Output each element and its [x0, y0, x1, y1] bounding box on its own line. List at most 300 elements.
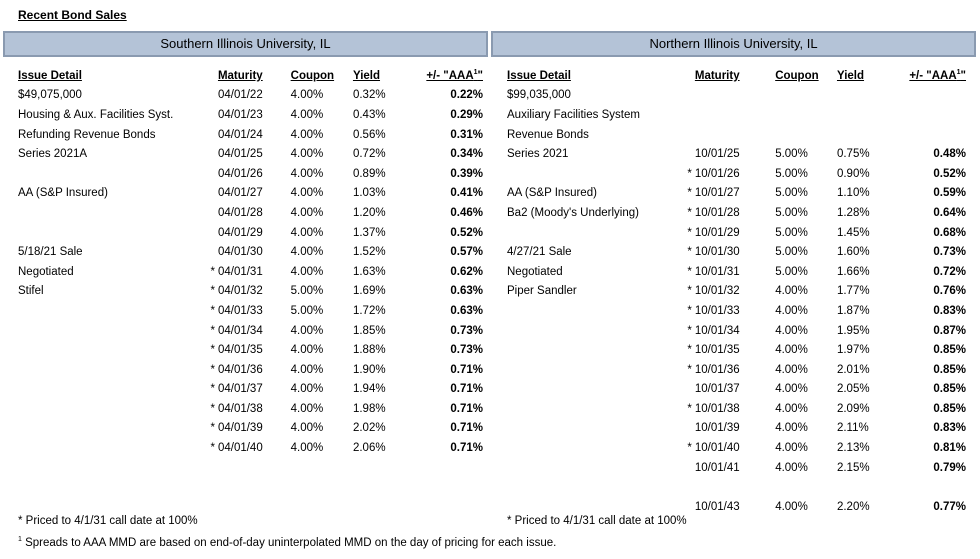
- coupon-cell: 4.00%: [775, 383, 808, 396]
- coupon-cell: 4.00%: [775, 442, 808, 455]
- table-row: [491, 242, 976, 262]
- issue-detail-cell: Refunding Revenue Bonds: [18, 128, 156, 141]
- col-coupon: Coupon: [775, 69, 819, 82]
- coupon-cell: 4.00%: [290, 89, 324, 102]
- maturity-cell: 04/01/27: [217, 187, 263, 200]
- issue-detail-cell: 5/18/21 Sale: [18, 246, 83, 259]
- coupon-cell: 4.00%: [290, 324, 324, 337]
- spread-cell: 0.63%: [450, 304, 483, 317]
- coupon-cell: 4.00%: [775, 461, 808, 474]
- call-marker-cell: [677, 105, 695, 125]
- maturity-cell: 04/01/22: [217, 89, 263, 102]
- table-row: [491, 497, 976, 517]
- yield-cell: 1.85%: [352, 324, 386, 337]
- call-marker-cell: *: [687, 363, 692, 376]
- issue-detail-cell: [3, 321, 200, 341]
- issue-detail-cell: Series 2021A: [18, 148, 88, 161]
- table-row: [3, 340, 488, 360]
- table-row: [3, 282, 488, 302]
- issue-detail-cell: Piper Sandler: [507, 285, 577, 298]
- issue-detail-cell: [491, 380, 677, 400]
- table-row: [3, 223, 488, 243]
- coupon-cell: 4.00%: [775, 285, 808, 298]
- bond-table: [491, 66, 976, 517]
- col-maturity: Maturity: [217, 69, 263, 82]
- call-marker-cell: [677, 125, 695, 145]
- yield-cell: 0.90%: [836, 167, 870, 180]
- spread-cell: 0.71%: [450, 402, 483, 415]
- coupon-cell: 5.00%: [775, 265, 808, 278]
- call-marker-cell: *: [687, 187, 692, 200]
- call-marker-cell: [200, 164, 218, 184]
- coupon-cell: 4.00%: [775, 402, 808, 415]
- call-marker-cell: *: [210, 402, 215, 415]
- table-row: [3, 321, 488, 341]
- spread-cell: [894, 125, 976, 145]
- col-maturity: Maturity: [694, 69, 740, 82]
- table-row: [491, 321, 976, 341]
- yield-cell: 2.05%: [836, 383, 870, 396]
- table-row: [3, 360, 488, 380]
- maturity-cell: 10/01/41: [694, 461, 740, 474]
- issue-detail-cell: Stifel: [18, 285, 44, 298]
- maturity-cell: [695, 105, 775, 125]
- coupon-cell: 5.00%: [775, 148, 808, 161]
- call-marker-cell: *: [210, 442, 215, 455]
- table-header-row: [491, 66, 976, 86]
- panel-northern-illinois: [491, 31, 976, 513]
- issue-detail-cell: 4/27/21 Sale: [507, 246, 572, 259]
- coupon-cell: 4.00%: [290, 167, 324, 180]
- call-marker-cell: [677, 380, 695, 400]
- col-spread: +/- "AAA$^1$": [426, 69, 483, 83]
- table-row: [491, 399, 976, 419]
- issuer-header: Southern Illinois University, IL: [3, 31, 488, 57]
- maturity-cell: 04/01/38: [217, 402, 263, 415]
- table-row: [3, 380, 488, 400]
- maturity-cell: 04/01/33: [217, 304, 263, 317]
- spread-cell: 0.83%: [933, 304, 966, 317]
- table-row: [3, 399, 488, 419]
- col-coupon: Coupon: [290, 69, 335, 82]
- spread-cell: 0.71%: [450, 422, 483, 435]
- issue-detail-cell: [3, 419, 200, 439]
- spread-cell: 0.72%: [933, 265, 966, 278]
- maturity-cell: 04/01/28: [217, 206, 263, 219]
- call-marker-cell: [677, 497, 695, 517]
- yield-cell: [837, 86, 894, 106]
- yield-cell: 2.06%: [352, 442, 386, 455]
- call-marker-cell: *: [210, 422, 215, 435]
- table-row: [491, 105, 976, 125]
- issue-detail-cell: [491, 497, 677, 517]
- yield-cell: [837, 105, 894, 125]
- call-marker-cell: [200, 105, 218, 125]
- yield-cell: 0.56%: [352, 128, 386, 141]
- issuer-header: Northern Illinois University, IL: [491, 31, 976, 57]
- spread-cell: [894, 477, 976, 497]
- maturity-cell: 10/01/34: [694, 324, 740, 337]
- maturity-cell: 10/01/30: [694, 246, 740, 259]
- yield-cell: 1.98%: [352, 402, 386, 415]
- coupon-cell: [775, 86, 837, 106]
- spread-cell: 0.68%: [933, 226, 966, 239]
- table-row: [491, 340, 976, 360]
- table-row: [491, 419, 976, 439]
- table-row: [491, 360, 976, 380]
- maturity-cell: 04/01/30: [217, 246, 263, 259]
- spread-cell: 0.48%: [933, 148, 966, 161]
- call-marker-cell: *: [687, 246, 692, 259]
- maturity-cell: 04/01/40: [217, 442, 263, 455]
- spread-cell: 0.85%: [933, 383, 966, 396]
- table-row: [491, 262, 976, 282]
- table-row: [491, 86, 976, 106]
- maturity-cell: 10/01/40: [694, 442, 740, 455]
- table-row: [3, 184, 488, 204]
- coupon-cell: 5.00%: [775, 187, 808, 200]
- call-marker-cell: *: [687, 442, 692, 455]
- table-row: [491, 477, 976, 497]
- call-marker-cell: [677, 144, 695, 164]
- table-row: [3, 242, 488, 262]
- call-marker-cell: *: [687, 402, 692, 415]
- issue-detail-cell: [3, 223, 200, 243]
- call-marker-cell: *: [210, 363, 215, 376]
- call-marker-cell: *: [687, 265, 692, 278]
- coupon-cell: 4.00%: [775, 500, 808, 513]
- maturity-cell: 10/01/31: [694, 265, 740, 278]
- spread-cell: 0.71%: [450, 363, 483, 376]
- coupon-cell: 4.00%: [290, 265, 324, 278]
- table-row: [491, 380, 976, 400]
- spread-cell: 0.34%: [450, 148, 483, 161]
- spread-cell: 0.87%: [933, 324, 966, 337]
- yield-cell: 1.77%: [836, 285, 870, 298]
- maturity-cell: 10/01/25: [694, 148, 740, 161]
- table-row: [3, 164, 488, 184]
- page-title: Recent Bond Sales: [18, 8, 127, 22]
- col-star: [200, 66, 218, 86]
- spread-cell: 0.83%: [933, 422, 966, 435]
- call-marker-cell: *: [687, 304, 692, 317]
- spread-cell: 0.85%: [933, 402, 966, 415]
- coupon-cell: 4.00%: [290, 246, 324, 259]
- issue-detail-cell: [491, 340, 677, 360]
- spread-cell: 0.52%: [450, 226, 483, 239]
- issue-detail-cell: [491, 399, 677, 419]
- table-row: [491, 282, 976, 302]
- issue-detail-cell: [491, 164, 677, 184]
- issue-detail-cell: [3, 301, 200, 321]
- coupon-cell: 4.00%: [290, 187, 324, 200]
- call-marker-cell: *: [687, 206, 692, 219]
- call-marker-cell: [200, 86, 218, 106]
- yield-cell: [837, 477, 894, 497]
- spread-cell: 0.76%: [933, 285, 966, 298]
- maturity-cell: 04/01/37: [217, 383, 263, 396]
- table-row: [491, 458, 976, 478]
- spread-cell: 0.62%: [450, 265, 483, 278]
- spread-cell: 0.71%: [450, 383, 483, 396]
- maturity-cell: 10/01/35: [694, 344, 740, 357]
- maturity-cell: 10/01/28: [694, 206, 740, 219]
- table-row: [491, 125, 976, 145]
- maturity-cell: 04/01/36: [217, 363, 263, 376]
- spread-cell: 0.73%: [933, 246, 966, 259]
- coupon-cell: 4.00%: [775, 304, 808, 317]
- call-marker-cell: [677, 458, 695, 478]
- coupon-cell: 5.00%: [290, 304, 324, 317]
- issue-detail-cell: [491, 360, 677, 380]
- spread-cell: 0.59%: [933, 187, 966, 200]
- spread-cell: 0.31%: [450, 128, 483, 141]
- spread-cell: 0.85%: [933, 344, 966, 357]
- call-marker-cell: *: [210, 344, 215, 357]
- spread-cell: [894, 86, 976, 106]
- maturity-cell: 10/01/37: [694, 383, 740, 396]
- call-marker-cell: [200, 125, 218, 145]
- call-marker-cell: *: [210, 304, 215, 317]
- maturity-cell: 04/01/26: [217, 167, 263, 180]
- yield-cell: 1.94%: [352, 383, 386, 396]
- issue-detail-cell: [3, 203, 200, 223]
- maturity-cell: 04/01/35: [217, 344, 263, 357]
- table-row: [3, 301, 488, 321]
- maturity-cell: 04/01/32: [217, 285, 263, 298]
- coupon-cell: 5.00%: [775, 226, 808, 239]
- call-marker-cell: [200, 242, 218, 262]
- spread-cell: 0.57%: [450, 246, 483, 259]
- maturity-cell: 10/01/43: [694, 500, 740, 513]
- spread-cell: 0.73%: [450, 324, 483, 337]
- call-marker-cell: [677, 86, 695, 106]
- call-marker-cell: *: [210, 265, 215, 278]
- col-issue-detail: Issue Detail: [507, 69, 571, 82]
- spread-cell: 0.85%: [933, 363, 966, 376]
- yield-cell: 1.72%: [352, 304, 386, 317]
- call-footnote-left: * Priced to 4/1/31 call date at 100%: [18, 515, 198, 527]
- coupon-cell: 4.00%: [290, 108, 324, 121]
- maturity-cell: 10/01/27: [694, 187, 740, 200]
- table-row: [491, 144, 976, 164]
- table-row: [3, 203, 488, 223]
- issue-detail-cell: [491, 458, 677, 478]
- yield-cell: 1.87%: [836, 304, 870, 317]
- call-marker-cell: *: [210, 383, 215, 396]
- maturity-cell: [695, 477, 775, 497]
- maturity-cell: 10/01/38: [694, 402, 740, 415]
- issue-detail-cell: [3, 380, 200, 400]
- yield-cell: 2.15%: [836, 461, 870, 474]
- issue-detail-cell: [491, 321, 677, 341]
- maturity-cell: 10/01/39: [694, 422, 740, 435]
- maturity-cell: 10/01/29: [694, 226, 740, 239]
- maturity-cell: 04/01/34: [217, 324, 263, 337]
- issue-detail-cell: [3, 360, 200, 380]
- yield-cell: 2.20%: [836, 500, 870, 513]
- yield-cell: 1.90%: [352, 363, 386, 376]
- coupon-cell: 4.00%: [290, 206, 324, 219]
- yield-cell: 1.45%: [836, 226, 870, 239]
- yield-cell: 1.69%: [352, 285, 386, 298]
- call-marker-cell: *: [687, 226, 692, 239]
- issue-detail-cell: Negotiated: [18, 265, 74, 278]
- yield-cell: 0.89%: [352, 167, 386, 180]
- coupon-cell: 4.00%: [290, 363, 324, 376]
- yield-cell: 1.63%: [352, 265, 386, 278]
- coupon-cell: [775, 125, 837, 145]
- col-yield: Yield: [352, 69, 381, 82]
- maturity-cell: 04/01/24: [217, 128, 263, 141]
- table-row: [491, 164, 976, 184]
- issue-detail-cell: $99,035,000: [507, 89, 571, 102]
- yield-cell: 1.10%: [836, 187, 870, 200]
- spread-cell: 0.22%: [450, 89, 483, 102]
- table-row: [491, 184, 976, 204]
- table-row: [3, 144, 488, 164]
- spread-cell: 0.41%: [450, 187, 483, 200]
- issue-detail-cell: [3, 399, 200, 419]
- coupon-cell: [775, 477, 837, 497]
- coupon-cell: 4.00%: [290, 402, 324, 415]
- table-row: [491, 223, 976, 243]
- maturity-cell: 04/01/29: [217, 226, 263, 239]
- table-row: [3, 125, 488, 145]
- yield-cell: 0.43%: [352, 108, 386, 121]
- coupon-cell: 5.00%: [775, 167, 808, 180]
- maturity-cell: 04/01/31: [217, 265, 263, 278]
- call-marker-cell: [200, 223, 218, 243]
- coupon-cell: 4.00%: [775, 324, 808, 337]
- maturity-cell: 04/01/23: [217, 108, 263, 121]
- spread-cell: [894, 105, 976, 125]
- table-row: [3, 262, 488, 282]
- issue-detail-cell: Ba2 (Moody's Underlying): [507, 206, 639, 219]
- call-footnote-right: * Priced to 4/1/31 call date at 100%: [507, 515, 687, 527]
- issue-detail-cell: AA (S&P Insured): [18, 187, 108, 200]
- spread-cell: 0.77%: [933, 500, 966, 513]
- maturity-cell: 10/01/36: [694, 363, 740, 376]
- coupon-cell: 4.00%: [775, 344, 808, 357]
- issue-detail-cell: Auxiliary Facilities System: [507, 108, 640, 121]
- call-marker-cell: [677, 477, 695, 497]
- yield-cell: 2.01%: [836, 363, 870, 376]
- yield-cell: 1.95%: [836, 324, 870, 337]
- call-marker-cell: [677, 419, 695, 439]
- issue-detail-cell: Revenue Bonds: [507, 128, 589, 141]
- issue-detail-cell: AA (S&P Insured): [507, 187, 597, 200]
- spread-cell: 0.73%: [450, 344, 483, 357]
- call-marker-cell: *: [687, 344, 692, 357]
- yield-cell: 0.72%: [352, 148, 386, 161]
- issue-detail-cell: [491, 477, 677, 497]
- maturity-cell: 04/01/25: [217, 148, 263, 161]
- panel-southern-illinois: [3, 31, 488, 455]
- yield-cell: 1.66%: [836, 265, 870, 278]
- yield-cell: 1.88%: [352, 344, 386, 357]
- coupon-cell: [775, 105, 837, 125]
- issue-detail-cell: Series 2021: [507, 148, 569, 161]
- spread-cell: 0.79%: [933, 461, 966, 474]
- issue-detail-cell: [491, 419, 677, 439]
- coupon-cell: 5.00%: [775, 246, 808, 259]
- yield-cell: 0.32%: [352, 89, 386, 102]
- yield-cell: 2.02%: [352, 422, 386, 435]
- issue-detail-cell: [491, 438, 677, 458]
- coupon-cell: 4.00%: [290, 442, 324, 455]
- call-marker-cell: [200, 144, 218, 164]
- yield-cell: 1.37%: [352, 226, 386, 239]
- coupon-cell: 4.00%: [290, 128, 324, 141]
- table-header-row: [3, 66, 488, 86]
- call-marker-cell: [200, 203, 218, 223]
- coupon-cell: 5.00%: [775, 206, 808, 219]
- coupon-cell: 4.00%: [290, 422, 324, 435]
- spread-cell: 0.29%: [450, 108, 483, 121]
- maturity-cell: 10/01/33: [694, 304, 740, 317]
- maturity-cell: [695, 125, 775, 145]
- issue-detail-cell: [491, 301, 677, 321]
- coupon-cell: 5.00%: [290, 285, 324, 298]
- call-marker-cell: [200, 184, 218, 204]
- yield-cell: 0.75%: [836, 148, 870, 161]
- spread-cell: 0.64%: [933, 206, 966, 219]
- col-yield: Yield: [836, 69, 865, 82]
- coupon-cell: 4.00%: [775, 422, 808, 435]
- maturity-cell: [695, 86, 775, 106]
- call-marker-cell: *: [687, 285, 692, 298]
- issue-detail-cell: [3, 164, 200, 184]
- col-star: [677, 66, 695, 86]
- yield-cell: [837, 125, 894, 145]
- issue-detail-cell: [3, 340, 200, 360]
- call-marker-cell: *: [210, 285, 215, 298]
- maturity-cell: 10/01/32: [694, 285, 740, 298]
- col-issue-detail: Issue Detail: [18, 69, 82, 82]
- spread-cell: 0.71%: [450, 442, 483, 455]
- yield-cell: 2.09%: [836, 402, 870, 415]
- yield-cell: 2.11%: [836, 422, 869, 435]
- spread-cell: 0.63%: [450, 285, 483, 298]
- table-row: [3, 419, 488, 439]
- yield-cell: 1.97%: [836, 344, 870, 357]
- coupon-cell: 4.00%: [775, 363, 808, 376]
- spread-footnote: $^1$ Spreads to AAA MMD are based on end-of-day uninterpolated MMD on the day of pricing for each issue.: [18, 536, 557, 549]
- yield-cell: 2.13%: [836, 442, 870, 455]
- table-row: [3, 105, 488, 125]
- bond-table: [3, 66, 488, 458]
- call-marker-cell: *: [687, 324, 692, 337]
- yield-cell: 1.03%: [352, 187, 386, 200]
- yield-cell: 1.20%: [352, 206, 386, 219]
- table-row: [491, 438, 976, 458]
- coupon-cell: 4.00%: [290, 226, 324, 239]
- coupon-cell: 4.00%: [290, 148, 324, 161]
- table-row: [491, 203, 976, 223]
- spread-cell: 0.52%: [933, 167, 966, 180]
- coupon-cell: 4.00%: [290, 383, 324, 396]
- maturity-cell: 04/01/39: [217, 422, 263, 435]
- yield-cell: 1.52%: [352, 246, 386, 259]
- issue-detail-cell: Housing & Aux. Facilities Syst.: [18, 108, 174, 121]
- yield-cell: 1.60%: [836, 246, 870, 259]
- yield-cell: 1.28%: [836, 206, 870, 219]
- spread-cell: 0.46%: [450, 206, 483, 219]
- call-marker-cell: *: [687, 167, 692, 180]
- issue-detail-cell: Negotiated: [507, 265, 563, 278]
- table-row: [491, 301, 976, 321]
